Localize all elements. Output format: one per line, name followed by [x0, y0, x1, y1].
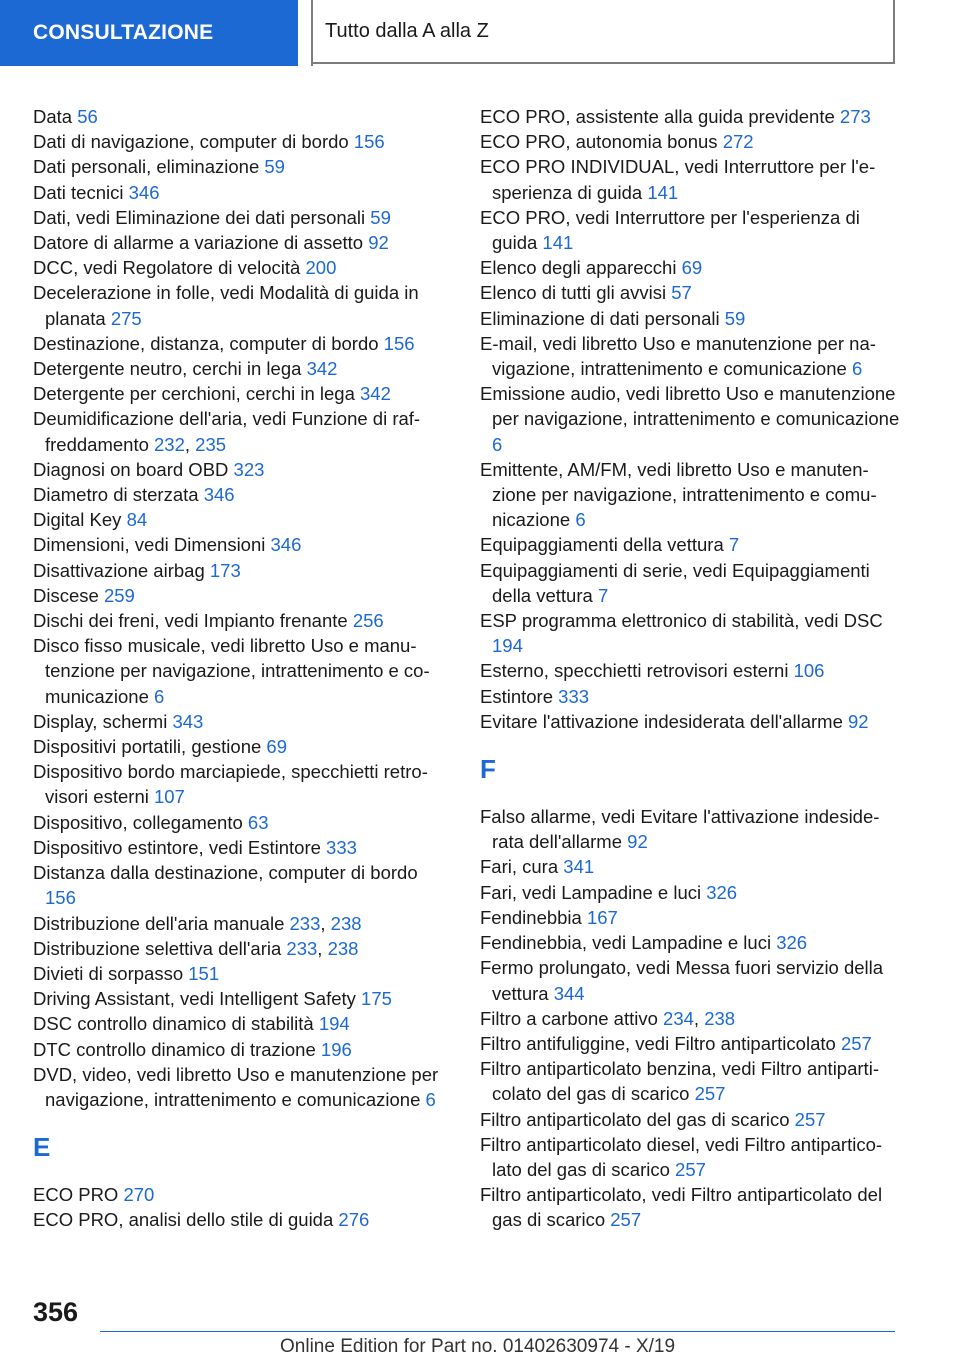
index-entry-term: DCC, vedi Regolatore di velocità: [33, 257, 301, 279]
page-reference-link[interactable]: 7: [597, 584, 609, 606]
page-reference-link[interactable]: 342: [306, 358, 338, 380]
index-entry-term: Equipaggiamenti di serie, vedi Equipaggiamenti della vettura: [480, 559, 870, 606]
index-entry: [480, 1182, 900, 1232]
index-entry: [33, 1062, 453, 1112]
index-entry-term: ECO PRO, analisi dello stile di guida: [33, 1209, 334, 1231]
index-entry: [33, 1037, 453, 1062]
index-entry-term: ECO PRO INDIVIDUAL, vedi Interruttore per l'esperienza di guida: [480, 156, 876, 203]
index-entry: [480, 658, 900, 683]
index-entry: [33, 1207, 453, 1232]
page-reference-link[interactable]: 323: [233, 458, 265, 480]
index-entry-term: Equipaggiamenti della vettura: [480, 534, 724, 556]
index-entry-term: ECO PRO, autonomia bonus: [480, 131, 718, 153]
index-entry-term: Decelerazione in folle, vedi Modalità di guida in planata: [33, 282, 419, 329]
page-reference-link[interactable]: 59: [264, 156, 285, 178]
page-reference-link[interactable]: 234: [663, 1007, 694, 1029]
page-reference-link[interactable]: 69: [681, 257, 703, 279]
index-entry: [480, 1107, 900, 1132]
index-entry: [480, 104, 900, 129]
index-entry-term: Elenco degli apparecchi: [480, 257, 677, 279]
index-entry: Distribuzione selettiva dell'aria 233, 238: [33, 937, 359, 959]
page-reference-link[interactable]: 326: [776, 932, 808, 954]
page-reference-link[interactable]: 156: [45, 887, 76, 909]
footer-edition: Online Edition for Part no. 01402630974 - X/19: [280, 1336, 676, 1357]
index-entry-term: Disattivazione airbag: [33, 559, 205, 581]
index-entry: [33, 633, 453, 709]
page-reference-link[interactable]: 6: [575, 509, 586, 531]
index-entry: [33, 961, 453, 986]
page-reference-link[interactable]: 7: [728, 534, 740, 556]
index-entry: [480, 684, 900, 709]
index-entry: [33, 583, 453, 608]
index-entry: [33, 608, 453, 633]
index-entry-term: Dati di navigazione, computer di bordo: [33, 131, 349, 153]
page-reference-link[interactable]: 200: [305, 257, 337, 279]
index-entry-term: Estintore: [480, 685, 554, 707]
index-entry: [33, 759, 453, 809]
page-reference-link[interactable]: 259: [103, 584, 135, 606]
page-reference-link[interactable]: 6: [492, 433, 503, 455]
index-entry-term: Driving Assistant, vedi Intelligent Safety: [33, 988, 356, 1010]
index-entry-term: ECO PRO, vedi Interruttore per l'esperienza di guida: [480, 206, 860, 254]
page-reference-link[interactable]: 69: [266, 736, 287, 758]
index-entry: [480, 930, 900, 955]
index-entry-term: Dispositivo, collegamento: [33, 811, 243, 833]
page-reference-link[interactable]: 275: [110, 307, 142, 329]
index-entry-term: Dispositivo estintore, vedi Estintore: [33, 836, 321, 858]
index-entry: [480, 381, 900, 457]
index-entry: [480, 532, 900, 557]
index-entry: [33, 205, 453, 230]
index-entry: [33, 986, 453, 1011]
index-entry-term: Dispositivo bordo marciapiede, specchietti retrovisori esterni: [33, 761, 428, 808]
index-entry: [33, 331, 453, 356]
index-entry: [480, 804, 900, 854]
page-reference-link[interactable]: 270: [123, 1184, 155, 1206]
chapter-title: Tutto dalla A alla Z: [311, 0, 895, 64]
index-entry: [480, 1132, 900, 1182]
index-entry-term: Datore di allarme a variazione di assetto: [33, 232, 364, 254]
index-entry: [33, 280, 453, 330]
page-reference-link[interactable]: 63: [247, 811, 269, 833]
index-column-left: [33, 104, 453, 1233]
page-reference-link[interactable]: 238: [330, 912, 362, 934]
index-entry: [33, 709, 453, 734]
index-entry-term: Fari, vedi Lampadine e luci: [480, 881, 702, 903]
index-entry: [480, 1056, 900, 1106]
index-entry: [480, 331, 900, 381]
index-letter-heading: E: [33, 1132, 51, 1163]
page-reference-link[interactable]: 175: [361, 988, 392, 1010]
index-entry-term: Filtro antiparticolato, vedi Filtro antiparticolato del gas di scarico: [480, 1184, 883, 1231]
page-reference-link[interactable]: 342: [360, 383, 391, 405]
page-reference-link[interactable]: 6: [154, 685, 165, 707]
page-reference-link[interactable]: 346: [270, 534, 302, 556]
page-reference-link[interactable]: 326: [706, 881, 738, 903]
index-entry: [33, 734, 453, 759]
index-entry: [480, 1031, 900, 1056]
index-entry: [480, 205, 900, 255]
page-reference-link[interactable]: 156: [383, 332, 415, 354]
index-entry-term: Dati personali, eliminazione: [33, 156, 260, 178]
index-entry: Deumidificazione dell'aria, vedi Funzione di raffreddamento 232, 235: [33, 408, 421, 455]
page-reference-link[interactable]: 141: [647, 181, 679, 203]
index-entry-term: Dati, vedi Eliminazione dei dati personali: [33, 206, 366, 228]
page-reference-link[interactable]: 173: [209, 559, 241, 581]
index-entry: [480, 854, 900, 879]
index-entry: Distribuzione dell'aria manuale 233, 238: [33, 912, 362, 934]
page-reference-link[interactable]: 92: [848, 710, 869, 732]
footer-rule: [100, 1331, 895, 1332]
index-entry-term: Filtro a carbone attivo: [480, 1007, 658, 1029]
index-entry-term: Elenco di tutti gli avvisi: [480, 282, 667, 304]
index-entry: [33, 457, 453, 482]
section-tab: CONSULTAZIONE: [0, 0, 298, 66]
index-entry: [33, 104, 453, 129]
index-entry: [480, 280, 900, 305]
index-entry-term: Display, schermi: [33, 710, 168, 732]
index-entry-term: E-mail, vedi libretto Uso e manutenzione per navigazione, intrattenimento e comunicazione: [480, 332, 876, 380]
index-entry: [33, 1182, 453, 1207]
index-entry: [480, 457, 900, 533]
index-entry-term: Fari, cura: [480, 856, 559, 878]
index-entry: [33, 810, 453, 835]
index-entry-term: Esterno, specchietti retrovisori esterni: [480, 660, 789, 682]
index-entry: [33, 356, 453, 381]
index-entry-term: Falso allarme, vedi Evitare l'attivazione indesiderata dell'allarme: [480, 806, 880, 853]
page-reference-link[interactable]: 257: [840, 1032, 872, 1054]
index-entry: [33, 860, 453, 910]
page-reference-link[interactable]: 141: [542, 232, 574, 254]
page-reference-link[interactable]: 194: [492, 635, 523, 657]
page-reference-link[interactable]: 107: [153, 786, 185, 808]
page-reference-link[interactable]: 57: [671, 282, 692, 304]
index-entry: [33, 507, 453, 532]
index-entry-term: ECO PRO, assistente alla guida previdente: [480, 106, 835, 127]
index-entry: [33, 255, 453, 280]
page-reference-link[interactable]: 341: [563, 856, 595, 878]
page-reference-link[interactable]: 92: [368, 232, 389, 254]
index-entry-term: ESP programma elettronico di stabilità, vedi DSC: [480, 610, 883, 632]
page-reference-link[interactable]: 235: [195, 433, 227, 455]
index-entry-term: Disco fisso musicale, vedi libretto Uso e manutenzione per navigazione, intrattenimento e comunicazione: [33, 635, 430, 707]
page-reference-link[interactable]: 6: [851, 358, 863, 380]
index-entry-term: Diametro di sterzata: [33, 484, 199, 506]
page-reference-link[interactable]: 151: [188, 962, 220, 984]
index-entry: [33, 532, 453, 557]
index-entry-term: Evitare l'attivazione indesiderata dell'allarme: [480, 710, 843, 732]
page-reference-link[interactable]: 59: [370, 206, 391, 228]
page-reference-link[interactable]: 273: [839, 106, 871, 127]
index-entry: [33, 558, 453, 583]
index-column-right: [480, 104, 900, 1233]
index-entry: [480, 880, 900, 905]
index-entry-term: Distribuzione dell'aria manuale: [33, 912, 285, 934]
index-entry-term: Discese: [33, 584, 99, 606]
index-entry-term: Filtro antiparticolato diesel, vedi Filtro antiparticolato del gas di scarico: [480, 1133, 883, 1180]
index-entry-term: Detergente per cerchioni, cerchi in lega: [33, 383, 355, 405]
index-entry: [33, 1011, 453, 1036]
index-entry-term: Fermo prolungato, vedi Messa fuori servizio della vettura: [480, 957, 884, 1004]
index-entry-term: Emissione audio, vedi libretto Uso e manutenzione per navigazione, intrattenimento e comunicazione: [480, 383, 900, 430]
page-reference-link[interactable]: 238: [704, 1007, 736, 1029]
page-reference-link[interactable]: 257: [694, 1083, 726, 1105]
index-entry-term: Digital Key: [33, 509, 122, 531]
index-entry-term: Divieti di sorpasso: [33, 962, 184, 984]
index-entry: [33, 154, 453, 179]
page-reference-link[interactable]: 233: [289, 912, 321, 934]
page-reference-link[interactable]: 256: [352, 610, 384, 632]
page-reference-link[interactable]: 343: [172, 710, 204, 732]
page-reference-link[interactable]: 257: [794, 1108, 826, 1130]
index-entry-term: Filtro antiparticolato del gas di scarico: [480, 1108, 790, 1130]
index-entry: [33, 230, 453, 255]
index-entry-term: Distribuzione selettiva dell'aria: [33, 937, 282, 959]
page-reference-link[interactable]: 106: [793, 660, 825, 682]
page-reference-link[interactable]: 257: [675, 1158, 706, 1180]
index-entry-term: DSC controllo dinamico di stabilità: [33, 1013, 314, 1035]
page-reference-link[interactable]: 6: [425, 1088, 436, 1110]
index-entry-term: Dimensioni, vedi Dimensioni: [33, 534, 266, 556]
index-entry: [33, 180, 453, 205]
index-entry-term: Deumidificazione dell'aria, vedi Funzione di raffreddamento: [33, 408, 421, 455]
index-entry-term: Emittente, AM/FM, vedi libretto Uso e manutenzione per navigazione, intrattenimento e comunicazione: [480, 458, 877, 531]
page-reference-link[interactable]: 194: [318, 1013, 350, 1035]
index-entry-term: Destinazione, distanza, computer di bordo: [33, 332, 379, 354]
page-reference-link[interactable]: 156: [353, 131, 385, 153]
page-reference-link[interactable]: 346: [128, 181, 160, 203]
page-reference-link[interactable]: 333: [326, 836, 357, 858]
index-entry-term: Eliminazione di dati personali: [480, 307, 720, 329]
page-reference-link[interactable]: 233: [286, 937, 318, 959]
page-reference-link[interactable]: 167: [586, 906, 618, 928]
index-entry: [480, 129, 900, 154]
page-reference-link[interactable]: 333: [558, 685, 590, 707]
page-reference-link[interactable]: 232: [154, 433, 185, 455]
index-entry: [33, 381, 453, 406]
index-entry: [480, 306, 900, 331]
page-reference-link[interactable]: 92: [627, 831, 648, 853]
index-entry-term: ECO PRO: [33, 1184, 119, 1206]
index-entry-term: Filtro antifuliggine, vedi Filtro antiparticolato: [480, 1032, 836, 1054]
index-entry: Filtro a carbone attivo 234, 238: [480, 1007, 736, 1029]
index-entry: [480, 905, 900, 930]
index-entry-term: DVD, video, vedi libretto Uso e manutenzione per navigazione, intrattenimento e comunicazione: [33, 1063, 439, 1110]
index-entry-term: Filtro antiparticolato benzina, vedi Filtro antiparticolato del gas di scarico: [480, 1058, 879, 1105]
index-entry-term: Fendinebbia: [480, 906, 582, 928]
index-entry-term: Dischi dei freni, vedi Impianto frenante: [33, 610, 348, 632]
index-entry-term: Dispositivi portatili, gestione: [33, 736, 262, 758]
index-entry: [480, 955, 900, 1005]
index-entry: [480, 558, 900, 608]
page-number: 356: [33, 1297, 79, 1327]
index-entry-term: Detergente neutro, cerchi in lega: [33, 358, 302, 380]
index-entry: [480, 255, 900, 280]
page-reference-link[interactable]: 257: [610, 1209, 642, 1231]
index-letter-heading: F: [480, 754, 496, 785]
index-entry: [480, 608, 900, 658]
page-reference-link[interactable]: 56: [77, 106, 98, 127]
index-entry-term: Data: [33, 106, 73, 127]
index-entry-term: Fendinebbia, vedi Lampadine e luci: [480, 932, 772, 954]
index-entry: [33, 482, 453, 507]
page-reference-link[interactable]: 272: [722, 131, 754, 153]
page-reference-link[interactable]: 59: [724, 307, 746, 329]
index-entry: [33, 835, 453, 860]
index-entry-term: DTC controllo dinamico di trazione: [33, 1038, 316, 1060]
index-entry-term: Diagnosi on board OBD: [33, 458, 229, 480]
index-entry: [480, 154, 900, 204]
page-reference-link[interactable]: 238: [327, 937, 359, 959]
page-reference-link[interactable]: 276: [338, 1209, 370, 1231]
index-entry: [480, 709, 900, 734]
page-reference-link[interactable]: 196: [320, 1038, 352, 1060]
page-header: [0, 0, 960, 66]
index-entry-term: Dati tecnici: [33, 181, 124, 203]
page-reference-link[interactable]: 346: [203, 484, 235, 506]
page-reference-link[interactable]: 84: [126, 509, 148, 531]
page-reference-link[interactable]: 344: [553, 982, 585, 1004]
index-entry: [33, 129, 453, 154]
index-entry-term: Distanza dalla destinazione, computer di bordo: [33, 862, 418, 884]
